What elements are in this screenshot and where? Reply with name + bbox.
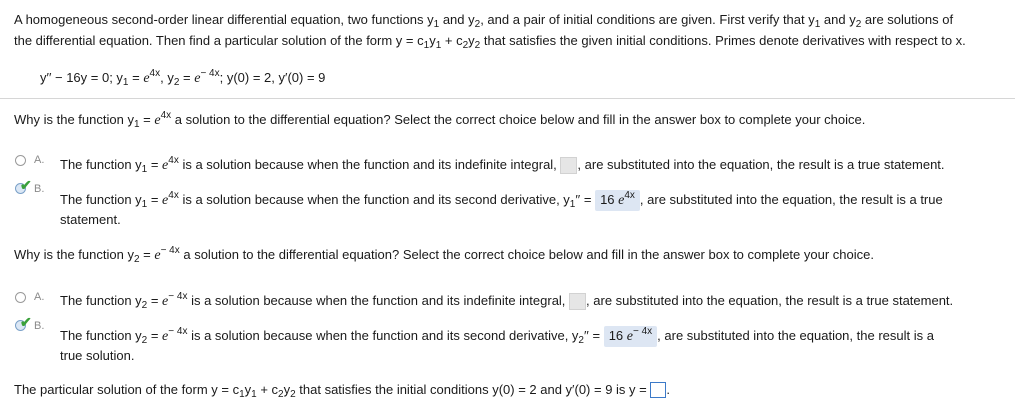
intro-line-2: the differential equation. Then find a particular solution of the form $y = c_1y_1 + c_2y_2$ that satisfies the given initial conditions. Primes denote derivatives with respect to x. xyxy=(14,33,966,51)
divider xyxy=(0,98,1015,99)
q1-option-a-radio[interactable] xyxy=(15,155,26,166)
q2-option-a-text[interactable]: The function $y_2 = e^{- 4x}$ is a solution because when the function and its indefinite integral, , are substituted into the equation, the result is a true statement. xyxy=(60,291,954,311)
particular-solution-input[interactable] xyxy=(650,382,666,398)
q2-option-b-text-cont: true solution. xyxy=(60,348,135,363)
final-question: The particular solution of the form $y = c_1y_1 + c_2y_2$ that satisfies the initial conditions y(0) = 2 and y′(0) = 9 is y = . xyxy=(14,382,670,400)
q2-option-b-text[interactable]: The function $y_2 = e^{- 4x}$ is a solution because when the function and its second derivative, $y_2'' = 16$ $e^{- 4x}$ , are substituted into the equation, the result is a xyxy=(60,326,934,346)
correct-check-icon: ✔ xyxy=(20,314,32,330)
q2-option-b-letter: B. xyxy=(34,320,45,332)
intro-line-1: A homogeneous second-order linear differential equation, two functions $y_1$ and $y_2$, and a pair of initial conditions are given. First verify that $y_1$ and $y_2$ are solutions of xyxy=(14,12,954,30)
q1-option-b-answer-box[interactable]: 16 $e^{4x}$ xyxy=(595,190,640,211)
q2-option-a-letter: A. xyxy=(34,291,45,303)
q1-option-b-text-cont: statement. xyxy=(60,212,121,227)
question-2-prompt: Why is the function $y_2 = e^{- 4x}$ a solution to the differential equation? Select the correct choice below and fill in the answer box to complete your choice. xyxy=(14,245,874,265)
q2-option-a-answer-blank[interactable] xyxy=(569,293,586,310)
given-equation: y′′ − 16y = 0; $y_1 = e^{4x}$, $y_2 = e^{- 4x}$; y(0) = 2, y′(0) = 9 xyxy=(40,68,326,88)
q2-option-a-radio[interactable] xyxy=(15,292,26,303)
q1-option-b-text[interactable]: The function $y_1 = e^{4x}$ is a solution because when the function and its second derivative, $y_1'' = 16$ $e^{4x}$ , are substituted into the equation, the result is a true xyxy=(60,190,943,210)
q1-option-a-text[interactable]: The function $y_1 = e^{4x}$ is a solution because when the function and its indefinite integral, , are substituted into the equation, the result is a true statement. xyxy=(60,155,945,175)
q1-option-b-letter: B. xyxy=(34,183,45,195)
correct-check-icon: ✔ xyxy=(20,177,32,193)
q1-option-a-answer-blank[interactable] xyxy=(560,157,577,174)
q2-option-b-answer-box[interactable]: 16 $e^{- 4x}$ xyxy=(604,326,657,347)
q1-option-a-letter: A. xyxy=(34,154,45,166)
question-1-prompt: Why is the function $y_1 = e^{4x}$ a solution to the differential equation? Select the correct choice below and fill in the answer box to complete your choice. xyxy=(14,110,866,130)
